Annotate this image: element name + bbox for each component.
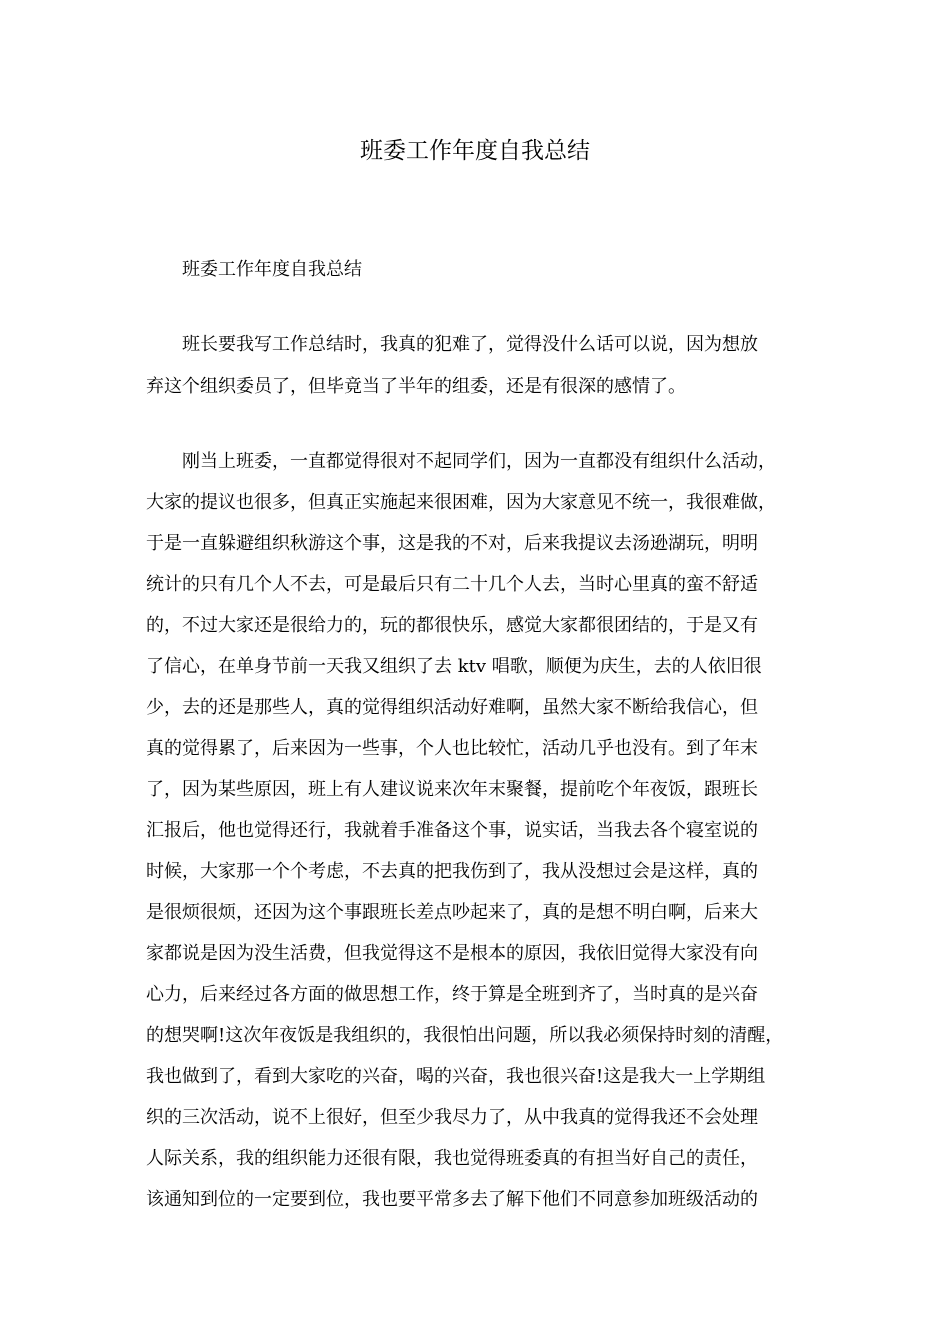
- paragraph-line: 大家的提议也很多，但真正实施起来很困难，因为大家意见不统一，我很难做，: [146, 492, 776, 513]
- document-subtitle: 班委工作年度自我总结: [182, 259, 362, 280]
- paragraph-line: 是很烦很烦，还因为这个事跟班长差点吵起来了，真的是想不明白啊，后来大: [146, 902, 758, 923]
- paragraph-line: 织的三次活动，说不上很好，但至少我尽力了，从中我真的觉得我还不会处理: [146, 1107, 758, 1128]
- paragraph-line: 真的觉得累了，后来因为一些事，个人也比较忙，活动几乎也没有。到了年末: [146, 738, 758, 759]
- paragraph-line: 的，不过大家还是很给力的，玩的都很快乐，感觉大家都很团结的，于是又有: [146, 615, 758, 636]
- paragraph-line: 汇报后，他也觉得还行，我就着手准备这个事，说实话，当我去各个寝室说的: [146, 820, 758, 841]
- paragraph-line: 我也做到了，看到大家吃的兴奋，喝的兴奋，我也很兴奋!这是我大一上学期组: [146, 1066, 766, 1087]
- paragraph-line: 少，去的还是那些人，真的觉得组织活动好难啊，虽然大家不断给我信心，但: [146, 697, 758, 718]
- paragraph-line: 刚当上班委，一直都觉得很对不起同学们，因为一直都没有组织什么活动，: [182, 451, 776, 472]
- paragraph-line: 时候，大家那一个个考虑，不去真的把我伤到了，我从没想过会是这样，真的: [146, 861, 758, 882]
- paragraph-line: 人际关系，我的组织能力还很有限，我也觉得班委真的有担当好自己的责任，: [146, 1148, 758, 1169]
- paragraph-line: 统计的只有几个人不去，可是最后只有二十几个人去，当时心里真的蛮不舒适: [146, 574, 758, 595]
- paragraph-line: 班长要我写工作总结时，我真的犯难了，觉得没什么话可以说，因为想放: [182, 334, 758, 355]
- paragraph-line: 心力，后来经过各方面的做思想工作，终于算是全班到齐了，当时真的是兴奋: [146, 984, 758, 1005]
- paragraph-line: 的想哭啊!这次年夜饭是我组织的，我很怕出问题，所以我必须保持时刻的清醒，: [146, 1025, 784, 1046]
- paragraph-line: 了，因为某些原因，班上有人建议说来次年末聚餐，提前吃个年夜饭，跟班长: [146, 779, 758, 800]
- paragraph-line: 该通知到位的一定要到位，我也要平常多去了解下他们不同意参加班级活动的: [146, 1189, 758, 1210]
- document-title: 班委工作年度自我总结: [360, 138, 590, 164]
- paragraph-line: 了信心，在单身节前一天我又组织了去 ktv 唱歌，顺便为庆生，去的人依旧很: [146, 656, 762, 677]
- paragraph-line: 于是一直躲避组织秋游这个事，这是我的不对，后来我提议去汤逊湖玩，明明: [146, 533, 758, 554]
- paragraph-line: 弃这个组织委员了，但毕竟当了半年的组委，还是有很深的感情了。: [146, 376, 686, 397]
- paragraph-line: 家都说是因为没生活费，但我觉得这不是根本的原因，我依旧觉得大家没有向: [146, 943, 758, 964]
